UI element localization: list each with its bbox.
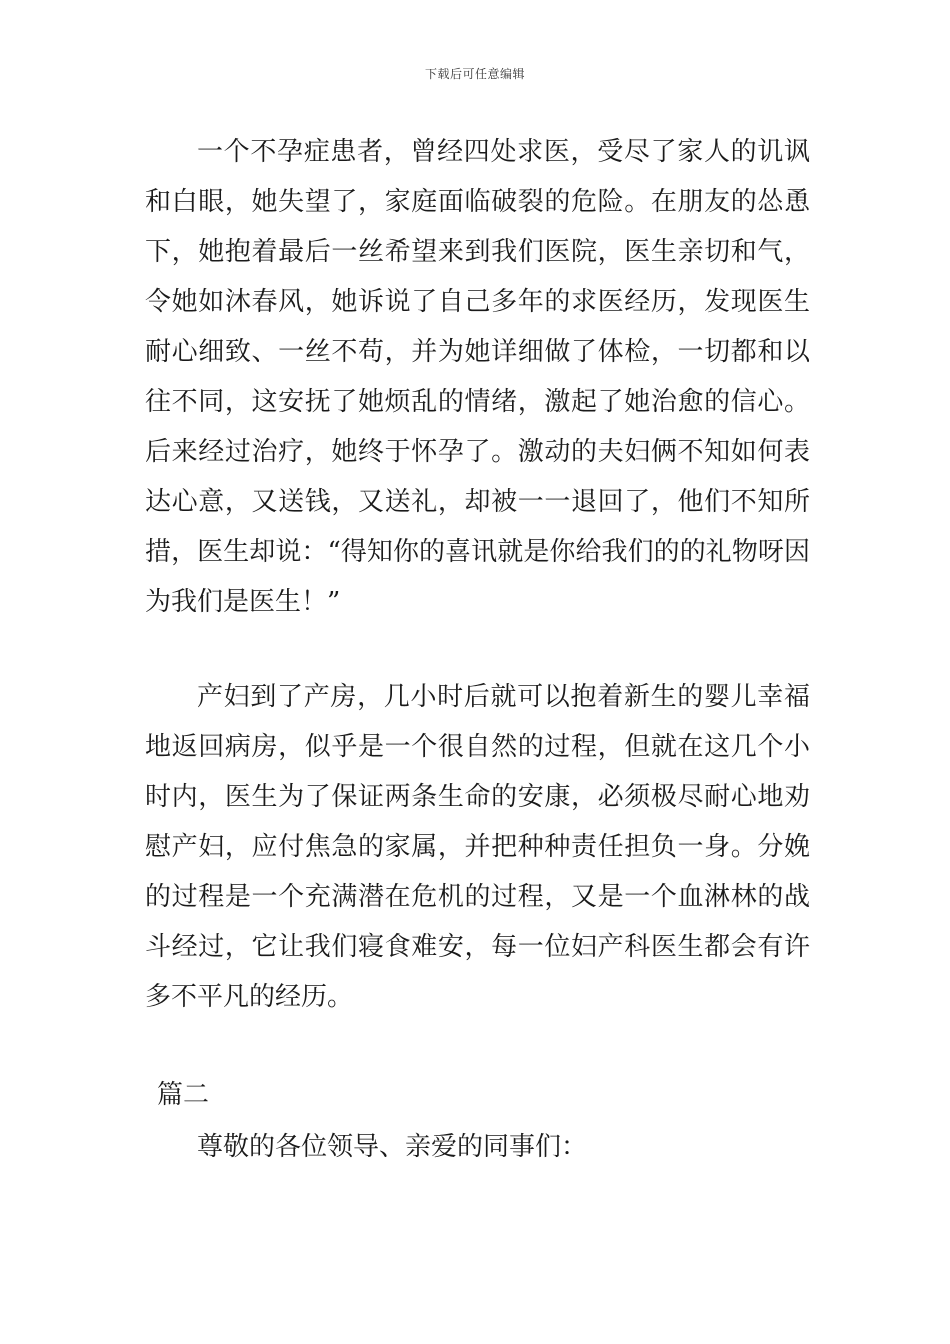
body-paragraph-1: 一个不孕症患者，曾经四处求医，受尽了家人的讥讽和白眼，她失望了，家庭面临破裂的危险。在朋友的怂恿下，她抱着最后一丝希望来到我们医院，医生亲切和气，令她如沐春风，她诉说了自己多年的求医经历，发现医生耐心细致、一丝不苟，并为她详细做了体检，一切都和以往不同，这安抚了她烦乱的情绪，激起了她治愈的信心。后来经过治疗，她终于怀孕了。激动的夫妇俩不知如何表达心意，又送钱，又送礼，却被一一退回了，他们不知所措，医生却说：“得知你的喜讯就是你给我们的的礼物呀因为我们是医生！” (145, 137, 810, 617)
page-header-note: 下载后可任意编辑 (424, 67, 525, 81)
salutation-line: 尊敬的各位领导、亲爱的同事们： (197, 1132, 588, 1162)
section-heading: 篇二 (157, 1080, 210, 1110)
body-paragraph-2: 产妇到了产房，几小时后就可以抱着新生的婴儿幸福地返回病房，似乎是一个很自然的过程，但就在这几个小时内，医生为了保证两条生命的安康，必须极尽耐心地劝慰产妇，应付焦急的家属，并把种种责任担负一身。分娩的过程是一个充满潜在危机的过程，又是一个血淋林的战斗经过，它让我们寝食难安，每一位妇产科医生都会有许多不平凡的经历。 (145, 682, 810, 1012)
